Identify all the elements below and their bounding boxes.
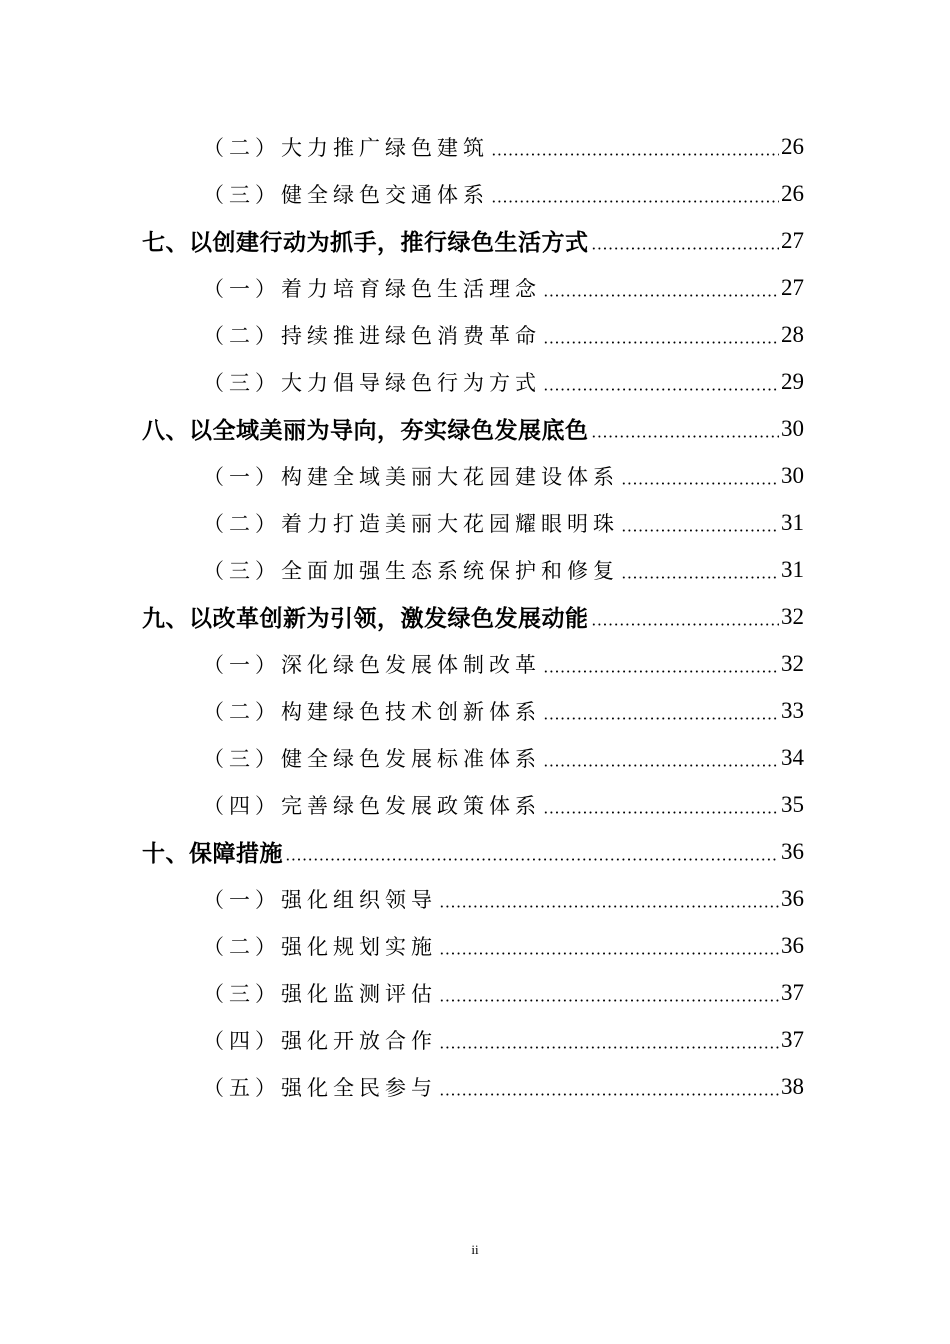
toc-entry-title: （二）持续推进绿色消费革命 <box>203 323 541 348</box>
toc-entry-page: 34 <box>781 744 804 770</box>
toc-dot-leader <box>543 670 779 673</box>
toc-entry-title: （三）全面加强生态系统保护和修复 <box>203 558 619 583</box>
table-of-contents <box>0 123 950 1110</box>
toc-chapter-entry[interactable] <box>0 405 950 452</box>
toc-dot-leader <box>285 858 779 861</box>
toc-chapter-title: 九、以改革创新为引领，激发绿色发展动能 <box>142 606 589 632</box>
toc-dot-leader <box>491 200 779 203</box>
toc-dot-leader <box>591 435 780 438</box>
toc-dot-leader <box>543 294 779 297</box>
toc-entry-page: 37 <box>781 1026 804 1052</box>
toc-chapter-title: 八、以全域美丽为导向，夯实绿色发展底色 <box>142 418 589 444</box>
toc-entry-title: （三）大力倡导绿色行为方式 <box>203 370 541 395</box>
toc-entry-title: （五）强化全民参与 <box>203 1075 437 1100</box>
toc-entry-title: （一）构建全域美丽大花园建设体系 <box>203 464 619 489</box>
toc-entry-page: 37 <box>781 979 804 1005</box>
toc-entry-title: （一）强化组织领导 <box>203 887 437 912</box>
toc-entry-title: （二）强化规划实施 <box>203 934 437 959</box>
toc-entry-page: 33 <box>781 697 804 723</box>
toc-entry[interactable] <box>0 546 950 593</box>
toc-dot-leader <box>439 952 779 955</box>
toc-entry[interactable] <box>0 499 950 546</box>
toc-entry[interactable] <box>0 734 950 781</box>
toc-entry[interactable] <box>0 687 950 734</box>
toc-chapter-entry[interactable] <box>0 217 950 264</box>
toc-entry[interactable] <box>0 452 950 499</box>
toc-entry[interactable] <box>0 1016 950 1063</box>
toc-entry-title: （二）大力推广绿色建筑 <box>203 135 489 160</box>
toc-entry[interactable] <box>0 264 950 311</box>
toc-entry-page: 29 <box>781 368 804 394</box>
toc-entry[interactable] <box>0 358 950 405</box>
toc-entry-title: （二）着力打造美丽大花园耀眼明珠 <box>203 511 619 536</box>
toc-dot-leader <box>591 247 780 250</box>
toc-entry-title: （二）构建绿色技术创新体系 <box>203 699 541 724</box>
toc-entry[interactable] <box>0 969 950 1016</box>
toc-chapter-title: 七、以创建行动为抓手，推行绿色生活方式 <box>142 230 589 256</box>
toc-dot-leader <box>621 529 779 532</box>
toc-entry-page: 27 <box>781 227 804 253</box>
toc-entry-page: 28 <box>781 321 804 347</box>
toc-dot-leader <box>621 482 779 485</box>
toc-chapter-title: 十、保障措施 <box>142 841 283 867</box>
toc-dot-leader <box>543 764 779 767</box>
toc-chapter-entry[interactable] <box>0 828 950 875</box>
toc-chapter-entry[interactable] <box>0 593 950 640</box>
toc-entry-page: 36 <box>781 838 804 864</box>
toc-entry-title: （四）完善绿色发展政策体系 <box>203 793 541 818</box>
toc-dot-leader <box>621 576 779 579</box>
toc-entry-page: 31 <box>781 509 804 535</box>
toc-entry-page: 32 <box>781 603 804 629</box>
toc-entry-page: 36 <box>781 932 804 958</box>
toc-entry-page: 38 <box>781 1073 804 1099</box>
toc-dot-leader <box>543 388 779 391</box>
toc-dot-leader <box>439 1046 779 1049</box>
toc-entry-page: 31 <box>781 556 804 582</box>
toc-dot-leader <box>439 999 779 1002</box>
toc-dot-leader <box>439 1093 779 1096</box>
toc-entry[interactable] <box>0 640 950 687</box>
toc-entry-title: （四）强化开放合作 <box>203 1028 437 1053</box>
toc-dot-leader <box>591 623 780 626</box>
toc-entry[interactable] <box>0 875 950 922</box>
toc-dot-leader <box>543 811 779 814</box>
toc-dot-leader <box>491 153 779 156</box>
toc-entry-page: 26 <box>781 180 804 206</box>
toc-entry-title: （三）健全绿色交通体系 <box>203 182 489 207</box>
toc-entry[interactable] <box>0 311 950 358</box>
toc-entry-page: 36 <box>781 885 804 911</box>
toc-entry-page: 32 <box>781 650 804 676</box>
toc-entry-title: （三）健全绿色发展标准体系 <box>203 746 541 771</box>
toc-entry-page: 27 <box>781 274 804 300</box>
toc-entry[interactable] <box>0 123 950 170</box>
toc-entry[interactable] <box>0 781 950 828</box>
toc-entry-page: 26 <box>781 133 804 159</box>
toc-entry-title: （三）强化监测评估 <box>203 981 437 1006</box>
toc-entry[interactable] <box>0 170 950 217</box>
toc-entry-page: 30 <box>781 462 804 488</box>
toc-entry[interactable] <box>0 922 950 969</box>
toc-entry-title: （一）深化绿色发展体制改革 <box>203 652 541 677</box>
toc-dot-leader <box>439 905 779 908</box>
page-number-footer: ii <box>471 1242 479 1257</box>
toc-dot-leader <box>543 341 779 344</box>
toc-dot-leader <box>543 717 779 720</box>
toc-entry-page: 35 <box>781 791 804 817</box>
toc-entry-page: 30 <box>781 415 804 441</box>
toc-entry-title: （一）着力培育绿色生活理念 <box>203 276 541 301</box>
toc-entry[interactable] <box>0 1063 950 1110</box>
